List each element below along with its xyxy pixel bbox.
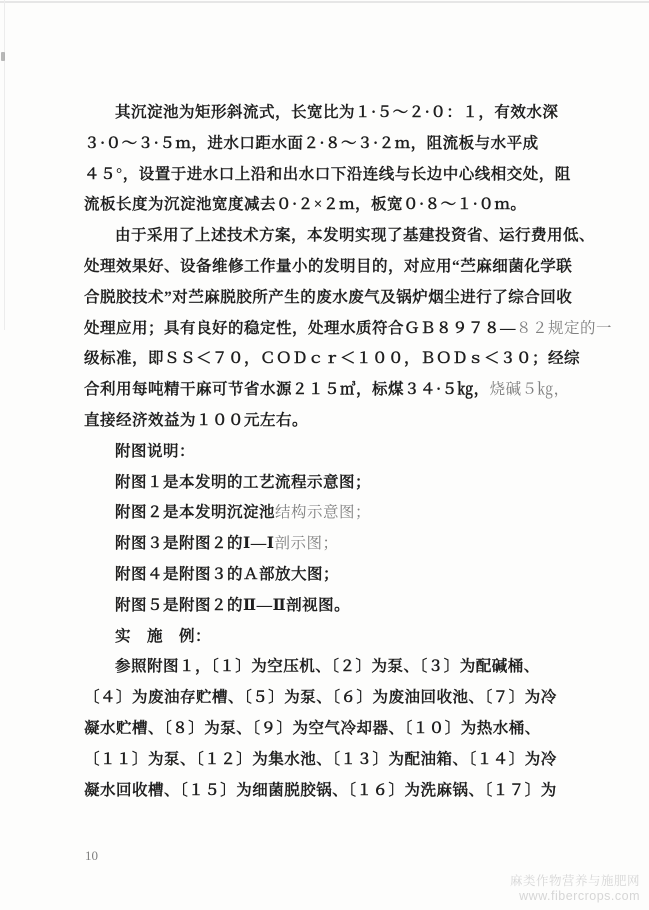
text-line [84,344,604,375]
text-line [84,745,604,776]
text-segment: 附图１是本发明的工艺流程示意图； [115,473,372,491]
text-line [84,560,604,591]
watermark [510,874,640,904]
text-line [84,714,604,745]
text-segment: 附图５是附图２的Ⅱ—Ⅱ剖视图。 [115,596,351,614]
text-segment-faded: 结构示意图； [275,504,372,522]
text-line [84,252,604,283]
text-line [84,129,604,160]
text-line [84,683,604,714]
text-line [84,314,613,345]
text-segment-faded: 烧碱５㎏， [489,381,570,399]
text-line [84,190,604,221]
scan-edge-left [4,0,5,330]
text-segment-faded: 剖示图； [274,535,339,553]
page-number: 10 [85,848,98,863]
text-segment: 合利用每吨精干麻可节省水源２１５㎥，标煤３４·５㎏， [84,381,490,399]
text-line [84,529,604,560]
scan-artifact-speck [1,52,5,61]
text-line [84,498,604,529]
text-line [84,468,604,499]
text-segment: 〔４〕为废油存贮槽、〔５〕为泵、〔６〕为废油回收池、〔７〕为冷 [84,689,557,707]
text-line [84,221,604,252]
text-segment: 凝水回收槽、〔１５〕为细菌脱胶锅、〔１６〕为洗麻锅、〔１７〕为 [84,781,557,799]
text-segment: 处理应用；具有良好的稳定性，处理水质符合ＧＢ８９７８— [84,319,517,337]
text-line [84,622,604,653]
text-segment: 参照附图１，〔１〕为空压机、〔２〕为泵、〔３〕为配碱桶、 [115,658,540,676]
text-line [84,652,604,683]
text-segment: 处理效果好、设备维修工作量小的发明目的，对应用“苎麻细菌化学联 [84,257,573,275]
text-line [84,406,604,437]
text-segment: 实 施 例： [115,627,212,645]
text-segment: ３·０～３·５ｍ，进水口距水面２·８～３·２ｍ，阻流板与水平成 [84,134,539,152]
text-segment: 流板长度为沉淀池宽度减去０·２×２ｍ，板宽０·８～１·０ｍ。 [84,196,527,214]
text-line [84,437,604,468]
text-segment: ４５°，设置于进水口上沿和出水口下沿连线与长边中心线相交处，阻 [84,165,571,183]
text-segment-faded: ８２规定的一 [516,319,613,337]
text-segment: 凝水贮槽、〔８〕为泵、〔９〕为空气冷却器、〔１０〕为热水桶、 [84,719,541,737]
text-segment: 附图说明： [115,442,196,460]
scan-edge-top [0,1,649,3]
text-line [84,776,604,807]
text-line [84,375,604,406]
text-segment: 级标准，即ＳＳ＜７０，ＣＯＤｃｒ＜１００，ＢＯＤｓ＜３０；经综 [84,350,581,368]
text-segment: 合脱胶技术”对苎麻脱胶所产生的废水废气及锅炉烟尘进行了综合回收 [84,288,573,306]
text-line [84,160,604,191]
text-segment: 附图４是附图３的Ａ部放大图； [115,565,340,583]
text-line [84,98,604,129]
text-segment: 直接经济效益为１００元左右。 [84,411,309,429]
text-line [84,283,604,314]
body-text-block [84,98,613,806]
text-segment: 附图２是本发明沉淀池 [115,504,276,522]
text-segment: 〔１１〕为泵、〔１２〕为集水池、〔１３〕为配油箱、〔１４〕为冷 [84,750,557,768]
text-segment: 其沉淀池为矩形斜流式，长宽比为１·５～２·０：１，有效水深 [115,104,559,121]
watermark-site-url: www.fibercrops.com [519,889,640,903]
text-segment: 由于采用了上述技术方案，本发明实现了基建投资省、运行费用低、 [115,227,596,245]
text-line [84,591,604,622]
text-segment: 附图３是附图２的Ⅰ—Ⅰ [115,535,275,553]
watermark-site-name: 麻类作物营养与施肥网 [509,874,640,888]
